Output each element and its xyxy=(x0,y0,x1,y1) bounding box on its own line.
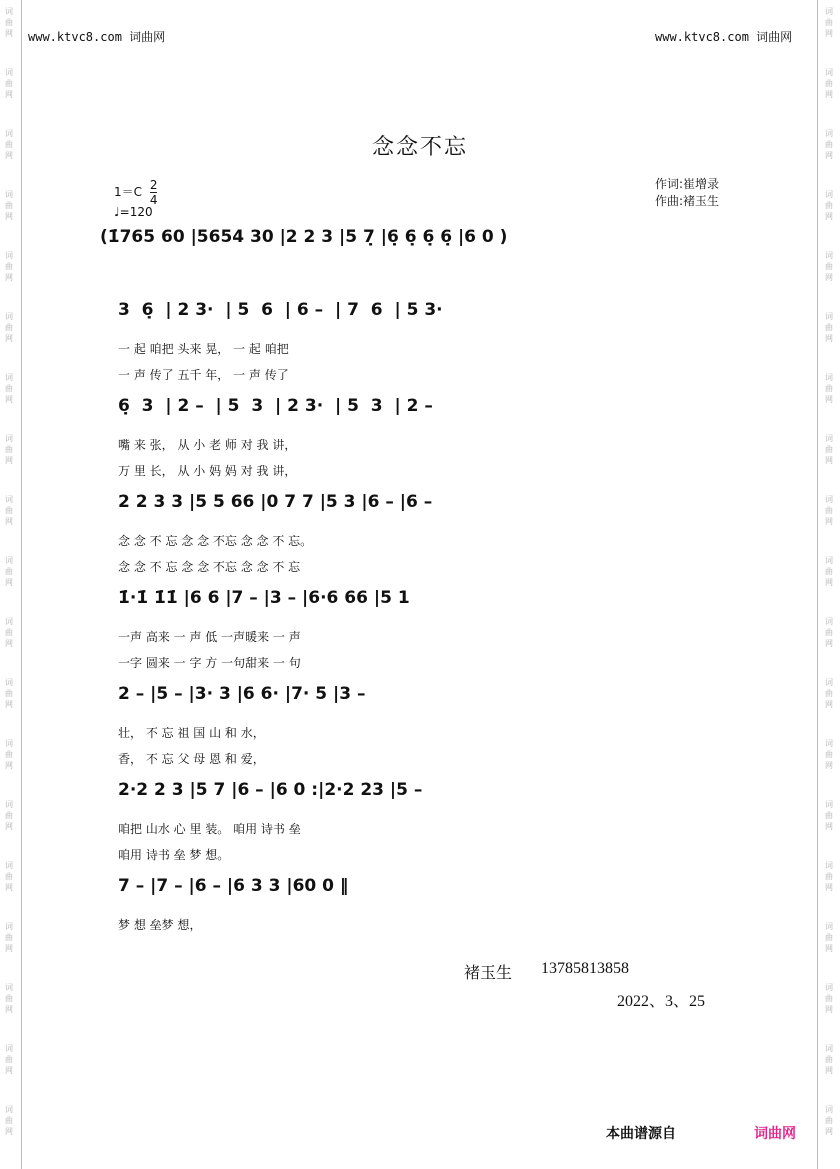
watermark-text: 词 曲 网 xyxy=(825,617,833,648)
watermark-text: 词 曲 网 xyxy=(825,739,833,770)
watermark-text: 词 曲 网 xyxy=(825,983,833,1014)
watermark-text: 词 曲 网 xyxy=(5,68,13,99)
watermark-text: 词 曲 网 xyxy=(5,251,13,282)
watermark-text: 词 曲 网 xyxy=(5,373,13,404)
signature-name: 褚玉生 xyxy=(464,965,513,982)
tempo-value: =120 xyxy=(119,205,153,219)
watermark-text: 词 曲 网 xyxy=(5,129,13,160)
watermark-text: 词 曲 网 xyxy=(825,861,833,892)
watermark-text: 词 曲 网 xyxy=(825,7,833,38)
notes-line: 6̣ 3 | 2 – | 5 3 | 2 3· | 5 3 | 2 – xyxy=(118,396,433,416)
intro-line: (1̇765 60 |5654 30 |2 2 3 |5 7̣ |6̣ 6̣ 6̣ 6̣ |6 0 ) xyxy=(100,227,508,247)
header-right[interactable]: www.ktvc8.com 词曲网 xyxy=(655,30,793,44)
watermark-text: 词 曲 网 xyxy=(5,190,13,221)
lyric-line: 梦 想 垒梦 想， xyxy=(118,918,202,932)
lyric-line: 嘴 来 张， 从 小 老 师 对 我 讲， xyxy=(118,438,297,452)
footer-source: 本曲谱源自 xyxy=(606,1126,676,1142)
watermark-text: 词 曲 网 xyxy=(825,800,833,831)
header-left[interactable]: www.ktvc8.com 词曲网 xyxy=(28,30,166,44)
right-border xyxy=(817,0,818,1169)
notes-line: 2 – |5 – |3· 3 |6 6· |7· 5 |3 – xyxy=(118,684,366,704)
lyric-line: 壮， 不 忘 祖 国 山 和 水， xyxy=(118,726,265,740)
watermark-text: 词 曲 网 xyxy=(825,312,833,343)
lyric-line: 万 里 长， 从 小 妈 妈 对 我 讲， xyxy=(118,464,297,478)
notes-line: 2·2 2 3 |5 7 |6 – |6 0 :|2·2 23 |5 – xyxy=(118,780,423,800)
lyric-line: 一字 圆来 一 字 方 一句甜来 一 句 xyxy=(118,656,301,670)
lyric-line: 一声 高来 一 声 低 一声暖来 一 声 xyxy=(118,630,301,644)
lyric-line: 咱把 山水 心 里 装。 咱用 诗书 垒 xyxy=(118,822,301,836)
watermark-text: 词 曲 网 xyxy=(5,495,13,526)
lyric-line: 念 念 不 忘 念 念 不忘 念 念 不 忘 xyxy=(118,560,301,574)
watermark-text: 词 曲 网 xyxy=(5,739,13,770)
watermark-text: 词 曲 网 xyxy=(825,190,833,221)
watermark-text: 词 曲 网 xyxy=(5,434,13,465)
watermark-text: 词 曲 网 xyxy=(825,678,833,709)
watermark-text: 词 曲 网 xyxy=(5,7,13,38)
watermark-text: 词 曲 网 xyxy=(5,922,13,953)
lyric-line: 一 声 传了 五千 年， 一 声 传了 xyxy=(118,368,289,382)
watermark-text: 词 曲 网 xyxy=(825,129,833,160)
signature-date: 2022、3、25 xyxy=(617,993,706,1010)
song-title: 念念不忘 xyxy=(371,135,468,160)
watermark-text: 词 曲 网 xyxy=(5,1105,13,1136)
watermark-text: 词 曲 网 xyxy=(5,312,13,343)
watermark-text: 词 曲 网 xyxy=(825,68,833,99)
watermark-text: 词 曲 网 xyxy=(825,556,833,587)
watermark-text: 词 曲 网 xyxy=(5,800,13,831)
notes-line: 7 – |7 – |6 – |6 3 3 |60 0 ‖ xyxy=(118,876,349,896)
watermark-text: 词 曲 网 xyxy=(825,1044,833,1075)
watermark-text: 词 曲 网 xyxy=(825,495,833,526)
lyric-line: 念 念 不 忘 念 念 不忘 念 念 不 忘。 xyxy=(118,534,313,548)
quarter-note-icon: ♩ xyxy=(114,205,120,219)
key-signature: 1＝C xyxy=(114,185,143,199)
notes-line: 2 2 3 3 |5 5 66 |0 7 7 |5 3 |6 – |6 – xyxy=(118,492,433,512)
watermark-text: 词 曲 网 xyxy=(5,983,13,1014)
lyric-line: 香， 不 忘 父 母 恩 和 爱， xyxy=(118,752,265,766)
composer: 作曲:褚玉生 xyxy=(655,194,720,208)
watermark-text: 词 曲 网 xyxy=(825,1105,833,1136)
left-border xyxy=(21,0,22,1169)
notes-line: 1̇·1̇ 1̇1̇ |6 6 |7 – |3 – |6·6 66 |5 1 xyxy=(118,588,410,608)
watermark-text: 词 曲 网 xyxy=(825,251,833,282)
watermark-text: 词 曲 网 xyxy=(5,1044,13,1075)
watermark-text: 词 曲 网 xyxy=(5,678,13,709)
time-bottom: 4 xyxy=(149,193,158,207)
notes-line: 3 6̣ | 2 3· | 5 6 | 6 – | 7 6 | 5 3· xyxy=(118,300,443,320)
credits xyxy=(655,176,719,210)
time-signature xyxy=(150,178,158,207)
watermark-text: 词 曲 网 xyxy=(5,861,13,892)
key-signature-block xyxy=(114,178,157,219)
watermark-text: 词 曲 网 xyxy=(825,434,833,465)
lyric-line: 咱用 诗书 垒 梦 想。 xyxy=(118,848,230,862)
watermark-text: 词 曲 网 xyxy=(825,373,833,404)
watermark-text: 词 曲 网 xyxy=(825,922,833,953)
footer-site-link[interactable]: 词曲网 xyxy=(754,1126,796,1142)
lyricist: 作词:崔增录 xyxy=(655,177,720,191)
watermark-text: 词 曲 网 xyxy=(5,617,13,648)
tempo xyxy=(114,205,157,219)
signature-phone: 13785813858 xyxy=(541,960,629,977)
lyric-line: 一 起 咱把 头来 晃， 一 起 咱把 xyxy=(118,342,289,356)
watermark-text: 词 曲 网 xyxy=(5,556,13,587)
time-top: 2 xyxy=(149,178,158,192)
